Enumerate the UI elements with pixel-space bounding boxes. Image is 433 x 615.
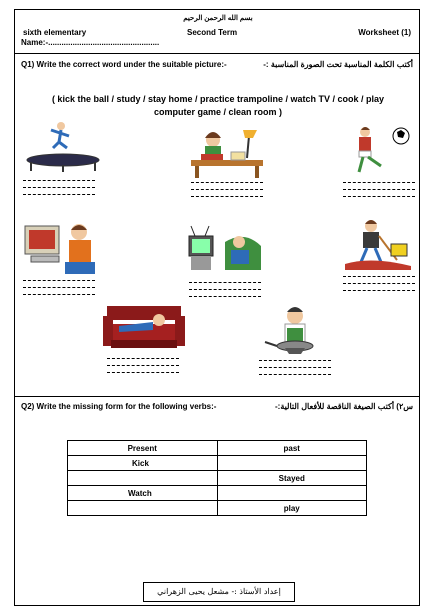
worksheet-frame (14, 9, 420, 606)
term-label: Second Term (187, 28, 238, 37)
name-field[interactable]: Name:-.................................................. (21, 38, 160, 47)
table-row (68, 471, 367, 486)
table-cell: Stayed (217, 471, 367, 486)
answer-lines-7[interactable] (107, 358, 179, 379)
table-header-row (68, 441, 367, 456)
q2-title: Q2) Write the missing form for the following verbs:- (21, 402, 217, 411)
word-bank-line-1: ( kick the ball / study / stay home / practice trampoline / watch TV / cook / play (51, 94, 385, 104)
q1-title-ar: أكتب الكلمة المناسبة تحت الصورة المناسبة :- (263, 60, 413, 69)
basmala: بسم الله الرحمن الرحيم (183, 15, 253, 22)
worksheet-number: Worksheet (1) (358, 28, 411, 37)
cooking-chef-icon (261, 302, 331, 363)
divider (15, 396, 419, 397)
header-present: Present (68, 441, 218, 456)
table-cell[interactable] (217, 486, 367, 501)
answer-lines-8[interactable] (259, 360, 331, 381)
table-cell: play (217, 501, 367, 516)
word-bank-line-2: computer game / clean room ) (153, 107, 283, 117)
teacher-signature: إعداد الأستاذ :- مشعل يحيى الزهراني (143, 582, 295, 602)
divider (15, 53, 419, 54)
table-cell[interactable] (68, 471, 218, 486)
grade-label: sixth elementary (23, 28, 87, 37)
answer-lines-4[interactable] (23, 280, 95, 301)
cleaning-room-icon (341, 216, 415, 277)
table-cell[interactable] (68, 501, 218, 516)
watching-tv-icon (185, 222, 265, 283)
answer-lines-2[interactable] (191, 182, 263, 203)
q1-title: Q1) Write the correct word under the suitable picture:- (21, 60, 227, 69)
header-past: past (217, 441, 367, 456)
table-cell: Watch (68, 486, 218, 501)
table-row (68, 501, 367, 516)
answer-lines-1[interactable] (23, 180, 95, 201)
table-cell[interactable] (217, 456, 367, 471)
kicking-ball-icon (345, 122, 415, 183)
answer-lines-3[interactable] (343, 182, 415, 203)
table-row (68, 486, 367, 501)
computer-game-icon (23, 218, 101, 281)
table-cell: Kick (68, 456, 218, 471)
table-row (68, 456, 367, 471)
answer-lines-6[interactable] (343, 276, 415, 297)
studying-girl-icon (191, 122, 263, 183)
q2-title-ar: س٢) أكتب الصيغة الناقصة للأفعال التالية:- (275, 402, 413, 411)
verb-table (67, 440, 367, 516)
answer-lines-5[interactable] (189, 282, 261, 303)
word-bank (25, 93, 411, 119)
sofa-home-icon (103, 300, 185, 359)
trampoline-icon (23, 118, 103, 178)
